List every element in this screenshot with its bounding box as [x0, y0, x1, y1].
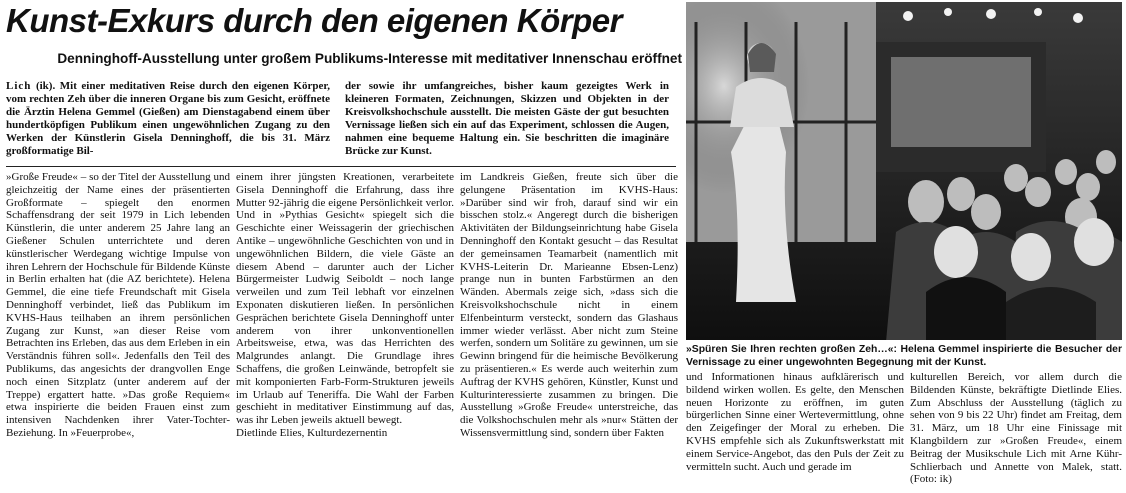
body-column-3: [460, 171, 678, 493]
lead-text-1: (ik). Mit einer meditativen Reise durch den eigenen Körper, vom rechten Zeh über die inneren Organe bis zum Gesicht, eröffnete die Ärztin Helena Gemmel (Gießen) am Dienstagabend einem über hundertköpfigen Publikum einen ungewöhnlichen Zugang zu den Werken der Künstlerin Gisela Denninghoff, die bis 31. März großformatige Bil-: [6, 80, 330, 157]
article-subheadline: Denninghoff-Ausstellung unter großem Publikums-Interesse mit meditativer Innenschau eröffnet: [57, 51, 682, 66]
body-column-4-text: und Informationen hinaus aufklärerisch und bildend wirken wollen. Es gelte, den Menschen neuen Horizonte zu eröffnen, im guten bürgerlichen Sinne einer Wertevermittlung, ohne den Zeigefinger der Moral zu erheben. Die KVHS empfehle sich als Zukunftswerkstatt mit einem Service-Angebot, das den Puls der Zeit zu vermitteln sucht. Auch und gerade im: [686, 371, 904, 473]
article-headline: Kunst-Exkurs durch den eigenen Körper: [6, 2, 622, 39]
body-column-2: [236, 171, 454, 493]
lead-paragraph-part-2: der sowie ihr umfangreiches, bisher kaum gezeigtes Werk in kleineren Formaten, Zeichnungen, Skizzen und Objekten in der Kreisvolkshochschule ausstellt. Die meisten Gäste der gut besuchten Vernissage ließen sich ein auf das Experiment, schlossen die Augen, nahmen eine bequeme Haltung ein. Sie beschritten die imaginäre Brücke zur Kunst.: [345, 80, 669, 157]
body-column-5-text: kulturellen Bereich, vor allem durch die Bildenden Künste, bekräftigte Dietlinde Elies. Zum Abschluss der Ausstellung (täglich zu sehen von 9 bis 22 Uhr) findet am Freitag, dem 31. März, um 18 Uhr eine Finissage mit Klangbildern zur »Großen Freude«, einem Beitrag der Musikschule Lich mit Arne Kühr-Schlierbach und Annette von Malek, statt. (Foto: ik): [910, 371, 1122, 486]
body-column-1-text: »Große Freude« – so der Titel der Ausstellung und gleichzeitig der Name eines der präsentierten Großformate – spiegelt den enormen Schaffensdrang der seit 1979 in Lich lebenden Künstlerin, die unter anderem 25 Jahre lang an Gießener Schulen unterrichtete und deren künstlerischer Werdegang wichtige Impulse von ihren Lehrern der Hochschule für Bildende Künste in Berlin erhalten hat (die AZ berichtete). Helena Gemmel, die eine tiefe Freundschaft mit Gisela Denninghoff verbindet, ließ das Publikum im KVHS-Haus teilhaben an ihrem persönlichen Zugang zur Kunst, »an dieser Reise vom Betrachten ins Erleben, das aus dem Erleben in ein Verständnis führen soll«. Jedenfalls den Teil des Publikums, das angesichts der drangvollen Enge noch einen Sitzplatz (unter anderem auf der Treppe) ergattert hatte. »Das große Requiem« etwa inspirierte die beiden Frauen einst zum intensiven Nachdenken ihrer Vater-Tochter-Beziehung. In »Feuerprobe«,: [6, 171, 230, 439]
photo-illustration: [686, 2, 1122, 340]
photo-caption: »Spüren Sie Ihren rechten großen Zeh…«: Helena Gemmel inspirierte die Besucher der Vernissage zu einer ungewohnten Begegnung mit der Kunst.: [686, 344, 1122, 368]
lead-divider: [6, 166, 676, 167]
event-photo: [686, 2, 1122, 340]
lead-paragraph-part-1: [6, 80, 330, 158]
body-column-2-text: einem ihrer jüngsten Kreationen, verarbeitete Gisela Denninghoff die Erfahrung, dass ihre Mutter 92-jährig die eigene Persönlichkeit verlor. Und in »Pythias Gesicht« spiegelt sich die Geschichte einer Weissagerin der griechischen Antike – ungewöhnliche Geschichten von und in ungewöhnlichen Bildern, die viele Gäste an diesem Abend – darunter auch der Licher Bürgermeister Ludwig Seiboldt – noch lange verweilen und zum Teil lebhaft vor einzelnen Exponaten diskutieren ließen. In persönlichen Gesprächen berichtete Gisela Denninghoff unter anderem von ihrer unkonventionellen Arbeitsweise, etwa, was das Herrichten des Malgrundes anlangt. Die Grundlage ihres Schaffens, die großen Leinwände, betropfelt sie mit komponierten Farb-Form-Strukturen jeweils im Urlaub auf Teneriffa. Die Wahl der Farben geschieht in meditativer Einstimmung auf das, was ihr Leben jeweils aktuell bewegt. Dietlinde Elies, Kulturdezernentin: [236, 171, 454, 439]
body-column-5: [910, 371, 1122, 493]
body-column-3-text: im Landkreis Gießen, freute sich über die gelungene Präsentation im KVHS-Haus: »Darüber sind wir froh, darauf sind wir ein bisschen stolz.« Angeregt durch die bisherigen Aktivitäten der Bildungseinrichtung habe Gisela Denninghoff den Kontakt gesucht – das Resultat der gemeinsamen Teamarbeit (namentlich mit KVHS-Leiterin Dr. Marieanne Ebsen-Lenz) prange nun in bunten Farbstürmen an den Wänden. Abermals zeige sich, »dass sich die Kreisvolkshochschule nicht in einem Elfenbeinturm versteckt, sondern das Glashaus immer wieder verlässt. Aber nicht zum Steine werfen, sondern um Solitäre zu gewinnen, um sie Gewinn bringend für die heimische Bevölkerung zu präsentieren.« Es werde auch weiterhin zum Auftrag der KVHS gehören, Künstler, Kunst und Kulturinteressierte zusammen zu bringen. Die Ausstellung »Große Freude« unterstreiche, das die Volkshochschulen mehr als »nur« Stätten der Wissensvermittlung sind, sondern über Fakten: [460, 171, 678, 439]
body-column-4: [686, 371, 904, 493]
dateline: Lich: [6, 80, 32, 92]
body-column-1: [6, 171, 230, 493]
